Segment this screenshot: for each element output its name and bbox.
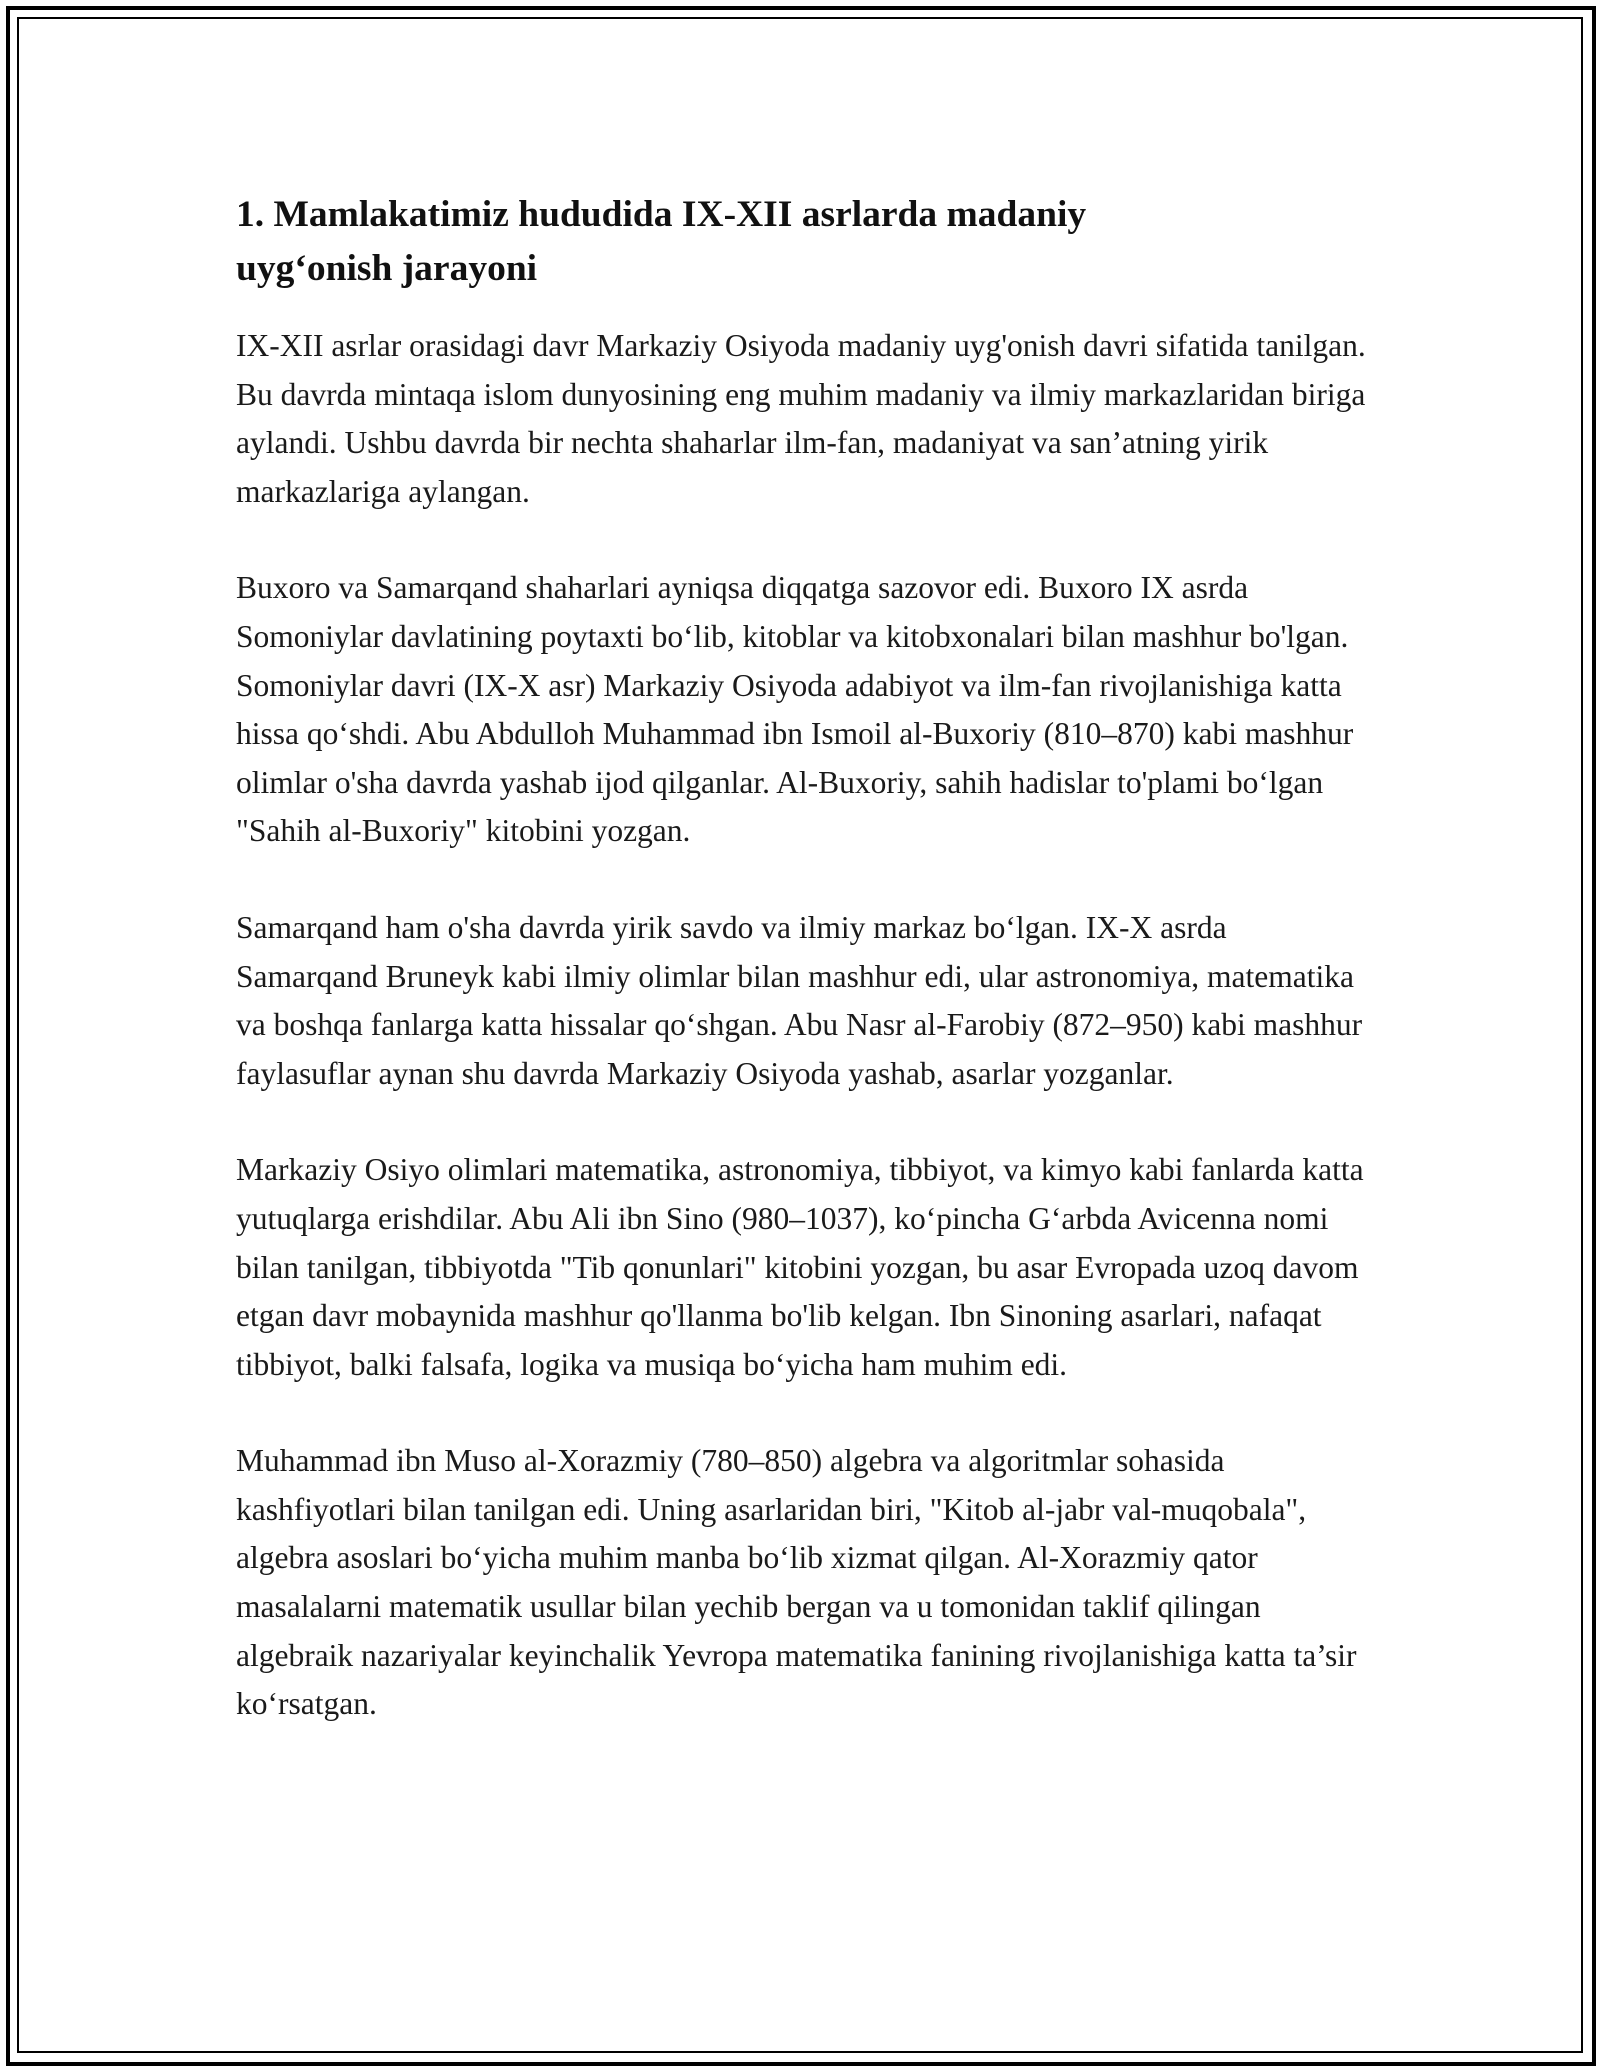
document-title-line-2: uyg‘onish jarayoni [236,248,538,289]
document-title-line-1: 1. Mamlakatimiz hududida IX-XII asrlarda madaniy [236,194,1087,235]
document-title [236,188,1376,296]
paragraph-intro: IX-XII asrlar orasidagi davr Markaziy Osiyoda madaniy uyg'onish davri sifatida tanilgan. Bu davrda mintaqa islom dunyosining eng muhim madaniy va ilmiy markazlaridan biriga aylandi. Ushbu davrda bir nechta shaharlar ilm-fan, madaniyat va san’atning yirik markazlariga aylangan. [236,328,1366,509]
paragraph-samarqand: Samarqand ham o'sha davrda yirik savdo va ilmiy markaz bo‘lgan. IX-X asrda Samarqand Bruneyk kabi ilmiy olimlar bilan mashhur edi, ular astronomiya, matematika va boshqa fanlarga katta hissalar qo‘shgan. Abu Nasr al-Farobiy (872–950) kabi mashhur faylasuflar aynan shu davrda Markaziy Osiyoda yashab, asarlar yozganlar. [236,909,1363,1091]
document-body [236,188,1376,1777]
paragraph-buxoro-samarqand: Buxoro va Samarqand shaharlari ayniqsa diqqatga sazovor edi. Buxoro IX asrda Somoniylar davlatining poytaxti bo‘lib, kitoblar va kitobxonalari bilan mashhur bo'lgan. Somoniylar davri (IX-X asr) Markaziy Osiyoda adabiyot va ilm-fan rivojlanishiga katta hissa qo‘shdi. Abu Abdulloh Muhammad ibn Ismoil al-Buxoriy (810–870) kabi mashhur olimlar o'sha davrda yashab ijod qilganlar. Al-Buxoriy, sahih hadislar to'plami bo‘lgan "Sahih al-Buxoriy" kitobini yozgan. [236,570,1354,849]
paragraph-olimlar: Markaziy Osiyo olimlari matematika, astronomiya, tibbiyot, va kimyo kabi fanlarda katta yutuqlarga erishdilar. Abu Ali ibn Sino (980–1037), ko‘pincha G‘arbda Avicenna nomi bilan tanilgan, tibbiyotda "Tib qonunlari" kitobini yozgan, bu asar Evropada uzoq davom etgan davr mobaynida mashhur qo'llanma bo'lib kelgan. Ibn Sinoning asarlari, nafaqat tibbiyot, balki falsafa, logika va musiqa bo‘yicha ham muhim edi. [236,1152,1364,1382]
paragraph-xorazmiy: Muhammad ibn Muso al-Xorazmiy (780–850) algebra va algoritmlar sohasida kashfiyotlari bilan tanilgan edi. Uning asarlaridan biri, "Kitob al-jabr val-muqobala", algebra asoslari bo‘yicha muhim manba bo‘lib xizmat qilgan. Al-Xorazmiy qator masalalarni matematik usullar bilan yechib bergan va u tomonidan taklif qilingan algebraik nazariyalar keyinchalik Yevropa matematika fanining rivojlanishiga katta ta’sir ko‘rsatgan. [236,1443,1357,1722]
